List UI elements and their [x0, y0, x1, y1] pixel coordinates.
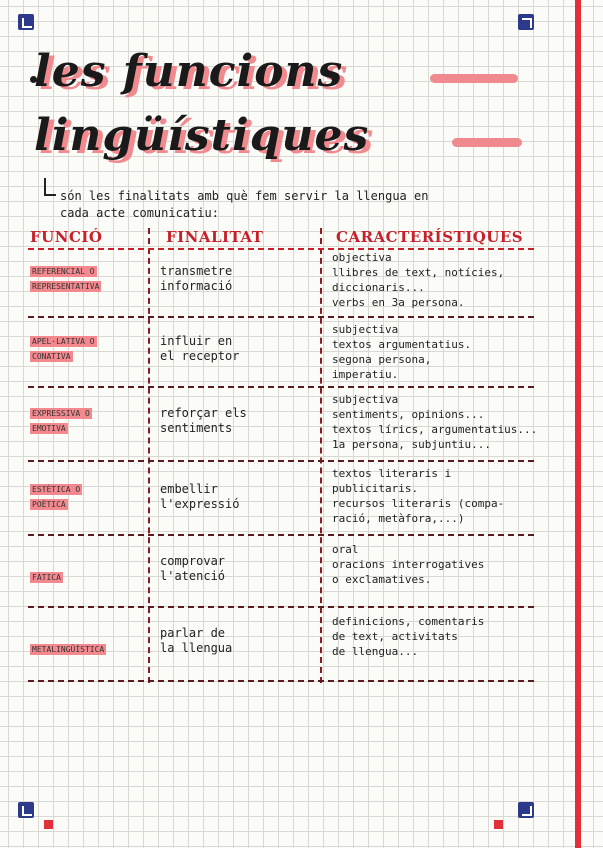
title-line-2: lingüístiques: [34, 110, 370, 161]
row-finalitat: reforçar els sentiments: [160, 406, 247, 435]
row-funcio: FÀTICA: [32, 573, 61, 582]
row-finalitat: comprovar l'atenció: [160, 554, 226, 583]
row-caracteristiques: subjectiva textos argumentatius. segona persona, imperatiu.: [332, 323, 472, 381]
row-caracteristiques: objectiva llibres de text, notícies, diccionaris... verbs en 3a persona.: [332, 251, 505, 309]
row-divider: [28, 606, 534, 608]
intro-line-1: són les finalitats amb què fem servir la llengua en: [60, 189, 429, 203]
row-divider: [28, 386, 534, 388]
column-separator-2: [320, 228, 322, 683]
header-caracteristiques: CARACTERÍSTIQUES: [336, 228, 524, 246]
intro-text: [60, 188, 530, 222]
corner-icon-top-left: [18, 14, 34, 30]
red-square-left: [44, 820, 53, 829]
margin-line: [575, 0, 581, 848]
row-funcio: ESTÈTICA O POÈTICA: [32, 485, 81, 509]
intro-line-2: cada acte comunicatiu:: [60, 206, 219, 220]
row-finalitat: transmetre informació: [160, 264, 233, 293]
row-finalitat: embellir l'expressió: [160, 482, 240, 511]
corner-icon-top-right: [518, 14, 534, 30]
arrow-icon: [44, 178, 56, 196]
row-divider: [28, 316, 534, 318]
title-dash-1: [430, 74, 518, 83]
title-line-1: les funcions: [34, 46, 344, 97]
row-caracteristiques: textos literaris i publicitaris. recursos literaris (compa- ració, metàfora,...): [332, 467, 505, 525]
title-dash-2: [452, 138, 522, 147]
header-funcio: FUNCIÓ: [30, 228, 103, 246]
row-funcio: EXPRESSIVA O EMOTIVA: [32, 409, 90, 433]
corner-icon-bottom-left: [18, 802, 34, 818]
header-finalitat: FINALITAT: [166, 228, 264, 246]
row-caracteristiques: subjectiva sentiments, opinions... textos lírics, argumentatius... 1a persona, subjuntiu...: [332, 393, 538, 451]
red-square-right: [494, 820, 503, 829]
row-finalitat: influir en el receptor: [160, 334, 240, 363]
row-caracteristiques: definicions, comentaris de text, activitats de llengua...: [332, 615, 485, 658]
corner-icon-bottom-right: [518, 802, 534, 818]
row-funcio: METALINGÜÍSTICA: [32, 645, 105, 654]
row-funcio: APEL·LATIVA O CONATIVA: [32, 337, 95, 361]
table-bottom-divider: [28, 680, 534, 682]
row-funcio: REFERENCIAL O REPRESENTATIVA: [32, 267, 100, 291]
column-separator-1: [148, 228, 150, 683]
row-caracteristiques: oral oracions interrogatives o exclamatives.: [332, 543, 485, 586]
row-finalitat: parlar de la llengua: [160, 626, 233, 655]
row-divider: [28, 534, 534, 536]
row-divider: [28, 460, 534, 462]
